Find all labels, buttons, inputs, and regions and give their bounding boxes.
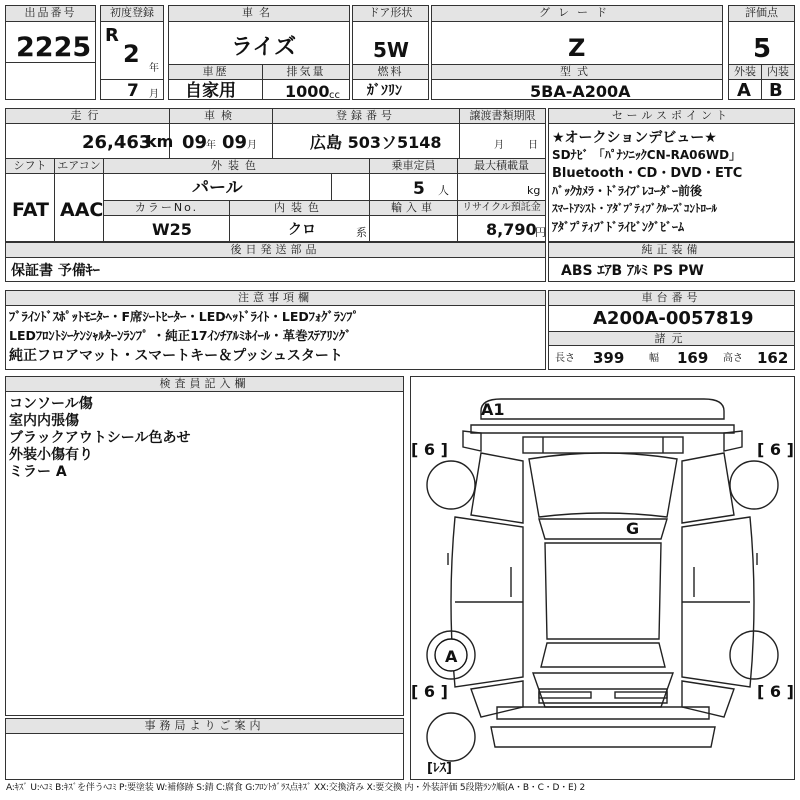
load-label: 最大積載量 bbox=[458, 159, 545, 174]
car-name-box bbox=[168, 5, 350, 100]
equipment: ABS ｴｱB ｱﾙﾐ PS PW bbox=[561, 263, 704, 279]
tire-front-right: [ 6 ] bbox=[757, 440, 794, 459]
first-reg-label: 初度登録 bbox=[101, 6, 163, 22]
inspect-month: 09 bbox=[222, 132, 248, 153]
color-no-label: カラーNo. bbox=[104, 201, 229, 216]
sales-point-line: ★オークションデビュー★ bbox=[552, 130, 717, 146]
score-box bbox=[728, 5, 795, 100]
transfer-month: 月 bbox=[494, 140, 504, 151]
grade: Z bbox=[568, 34, 586, 62]
mark-a1: A1 bbox=[481, 400, 505, 419]
ac-label: エアコン bbox=[55, 159, 103, 174]
later-parts-box bbox=[5, 242, 546, 282]
score: 5 bbox=[753, 34, 772, 64]
tailgate bbox=[533, 673, 673, 707]
int-rating: B bbox=[769, 80, 783, 101]
inspector-line: ブラックアウトシール色あせ bbox=[9, 430, 191, 446]
lot-label: 出品番号 bbox=[6, 6, 95, 22]
capacity-label: 乗車定員 bbox=[370, 159, 457, 174]
tire-rear-left: [ 6 ] bbox=[411, 682, 448, 701]
notes-box bbox=[5, 290, 546, 370]
note-line: ﾌﾞﾗｲﾝﾄﾞｽﾎﾟｯﾄﾓﾆﾀｰ・F席ｼｰﾄﾋｰﾀｰ・LEDﾍｯﾄﾞﾗｲﾄ・LEDﾌｫｸﾞﾗﾝﾌﾟ bbox=[9, 309, 359, 324]
office-box bbox=[5, 718, 404, 780]
equipment-label: 純正装備 bbox=[549, 243, 794, 258]
displacement-unit: cc bbox=[329, 90, 340, 101]
month-unit: 月 bbox=[149, 89, 159, 100]
wheel-rr bbox=[730, 631, 778, 679]
tire-front-left: [ 6 ] bbox=[411, 440, 448, 459]
height-label: 高さ bbox=[723, 353, 743, 364]
fuel: ｶﾞｿﾘﾝ bbox=[367, 83, 402, 99]
mirror-right bbox=[724, 431, 742, 451]
ext-color: パール bbox=[192, 178, 243, 198]
ext-rating: A bbox=[737, 80, 751, 101]
spare-tire: [ﾚｽ] bbox=[427, 761, 452, 776]
lot-box bbox=[5, 5, 96, 100]
sales-point-line: ｽﾏｰﾄｱｼｽﾄ・ｱﾀﾞﾌﾟﾃｨﾌﾞｸﾙｰｽﾞｺﾝﾄﾛｰﾙ bbox=[552, 202, 717, 215]
sales-points-label: セールスポイント bbox=[549, 109, 794, 124]
notes-label: 注意事項欄 bbox=[6, 291, 545, 306]
length: 399 bbox=[593, 349, 625, 367]
width: 169 bbox=[677, 349, 709, 367]
plate-label: 登録番号 bbox=[273, 109, 459, 124]
inspection-label: 車検 bbox=[170, 109, 272, 124]
roof bbox=[545, 543, 661, 639]
fuel-label: 燃料 bbox=[353, 65, 428, 80]
length-label: 長さ bbox=[555, 353, 575, 364]
sales-point-line: ﾊﾞｯｸｶﾒﾗ・ﾄﾞﾗｲﾌﾞﾚｺｰﾀﾞｰ前後 bbox=[552, 184, 703, 198]
grade-label: グレード bbox=[432, 6, 722, 22]
int-label: 内装 bbox=[762, 65, 794, 80]
inspect-month-unit: 月 bbox=[247, 140, 257, 151]
inspect-year-unit: 年 bbox=[206, 140, 216, 151]
ac: AAC bbox=[60, 199, 104, 221]
mileage-unit: km bbox=[146, 132, 174, 151]
history-label: 車歴 bbox=[169, 65, 262, 80]
note-line: 純正フロアマット・スマートキー＆プッシュスタート bbox=[9, 348, 343, 364]
mark-a: A bbox=[445, 647, 458, 666]
history: 自家用 bbox=[185, 81, 236, 101]
sales-point-line: SDﾅﾋﾞ 「ﾊﾟﾅｿﾆｯｸCN-RA06WD」 bbox=[552, 148, 742, 162]
sales-point-line: Bluetooth・CD・DVD・ETC bbox=[552, 166, 743, 181]
mileage: 26,463 bbox=[82, 132, 152, 153]
inspector-line: 室内内張傷 bbox=[9, 413, 79, 429]
windshield bbox=[539, 519, 667, 539]
car-name: ライズ bbox=[231, 35, 297, 60]
tire-rear-right: [ 6 ] bbox=[757, 682, 794, 701]
mileage-label: 走行 bbox=[6, 109, 169, 124]
chassis-box bbox=[548, 290, 795, 370]
transfer-label: 譲渡書類期限 bbox=[460, 109, 545, 124]
sales-points-box bbox=[548, 108, 795, 242]
inspector-line: 外装小傷有り bbox=[9, 447, 93, 463]
displacement: 1000 bbox=[285, 82, 330, 101]
inspect-year: 09 bbox=[182, 132, 208, 153]
model-label: 型式 bbox=[432, 65, 722, 80]
door-label: ドア形状 bbox=[353, 6, 428, 22]
import-label: 輸入車 bbox=[370, 201, 457, 216]
int-color-unit: 系 bbox=[356, 226, 367, 239]
width-label: 幅 bbox=[649, 353, 659, 364]
recycle-unit: 円 bbox=[535, 226, 546, 239]
int-color-label: 内装色 bbox=[230, 201, 369, 216]
color-no: W25 bbox=[152, 220, 192, 239]
recycle-label: リサイクル預託金 bbox=[458, 201, 545, 216]
door-box bbox=[352, 5, 429, 100]
recycle-fee: 8,790 bbox=[486, 220, 537, 239]
first-reg-box bbox=[100, 5, 164, 100]
sales-point-line: ｱﾀﾞﾌﾟﾃｨﾌﾞﾄﾞﾗｲﾋﾞﾝｸﾞﾋﾞｰﾑ bbox=[552, 220, 685, 234]
grade-box bbox=[431, 5, 723, 100]
wheel-fr bbox=[730, 461, 778, 509]
int-color: クロ bbox=[288, 222, 316, 238]
chassis-number: A200A-0057819 bbox=[593, 308, 754, 329]
year-unit: 年 bbox=[149, 63, 159, 74]
displacement-label: 排気量 bbox=[263, 65, 349, 80]
inspector-label: 検査員記入欄 bbox=[6, 377, 403, 392]
lot-number: 2225 bbox=[16, 32, 92, 63]
car-name-label: 車名 bbox=[169, 6, 349, 22]
shift-label: シフト bbox=[6, 159, 54, 174]
ext-color-label: 外装色 bbox=[104, 159, 369, 174]
door-type: 5W bbox=[373, 38, 409, 62]
capacity: 5 bbox=[413, 179, 425, 199]
equipment-box bbox=[548, 242, 795, 282]
transfer-day: 日 bbox=[528, 140, 538, 151]
reg-year: 2 bbox=[123, 40, 140, 68]
inspector-line: ミラー A bbox=[9, 464, 67, 480]
wheel-fl bbox=[427, 461, 475, 509]
hood bbox=[529, 453, 677, 517]
chassis-label: 車台番号 bbox=[549, 291, 794, 306]
ext-label: 外装 bbox=[729, 65, 761, 80]
score-label: 評価点 bbox=[729, 6, 794, 22]
later-parts: 保証書 予備ｷｰ bbox=[11, 263, 100, 279]
car-diagram bbox=[410, 376, 795, 780]
car-diagram-svg bbox=[411, 377, 794, 779]
spec-label: 諸元 bbox=[549, 332, 794, 346]
inspector-line: コンソール傷 bbox=[9, 396, 93, 412]
legend: A:ｷｽﾞ U:ﾍｺﾐ B:ｷｽﾞを伴うﾍｺﾐ P:要塗装 W:補修跡 S:錆 C:腐食 G:ﾌﾛﾝﾄｶﾞﾗｽ点ｷｽﾞ XX:交換済み X:要交換 内・外装評価 5段階ﾗﾝｸ順(A・B・C・D・E) 2 bbox=[6, 783, 585, 793]
reg-month: 7 bbox=[127, 81, 139, 101]
load-unit: kg bbox=[527, 184, 541, 197]
spare-wheel bbox=[427, 713, 475, 761]
model: 5BA-A200A bbox=[530, 82, 631, 101]
mark-g: G bbox=[626, 519, 640, 538]
inspector-box bbox=[5, 376, 404, 716]
rear-glass bbox=[541, 643, 665, 667]
office-label: 事務局よりご案内 bbox=[6, 719, 403, 734]
era: R bbox=[105, 25, 119, 46]
vehicle-details-box bbox=[5, 108, 546, 242]
later-parts-label: 後日発送部品 bbox=[6, 243, 545, 258]
rear-bumper bbox=[539, 689, 667, 703]
height: 162 bbox=[757, 349, 789, 367]
capacity-unit: 人 bbox=[438, 184, 449, 197]
front-outline bbox=[481, 399, 724, 419]
shift: FAT bbox=[12, 199, 49, 221]
mirror-left bbox=[463, 431, 481, 451]
plate-number: 広島 503ソ5148 bbox=[310, 133, 442, 152]
note-line: LEDﾌﾛﾝﾄｼｰｹﾝｼｬﾙﾀｰﾝﾗﾝﾌﾟ ・純正17ｲﾝﾁｱﾙﾐﾎｲｰﾙ・革巻ｽﾃｱﾘﾝｸﾞ bbox=[9, 328, 352, 343]
